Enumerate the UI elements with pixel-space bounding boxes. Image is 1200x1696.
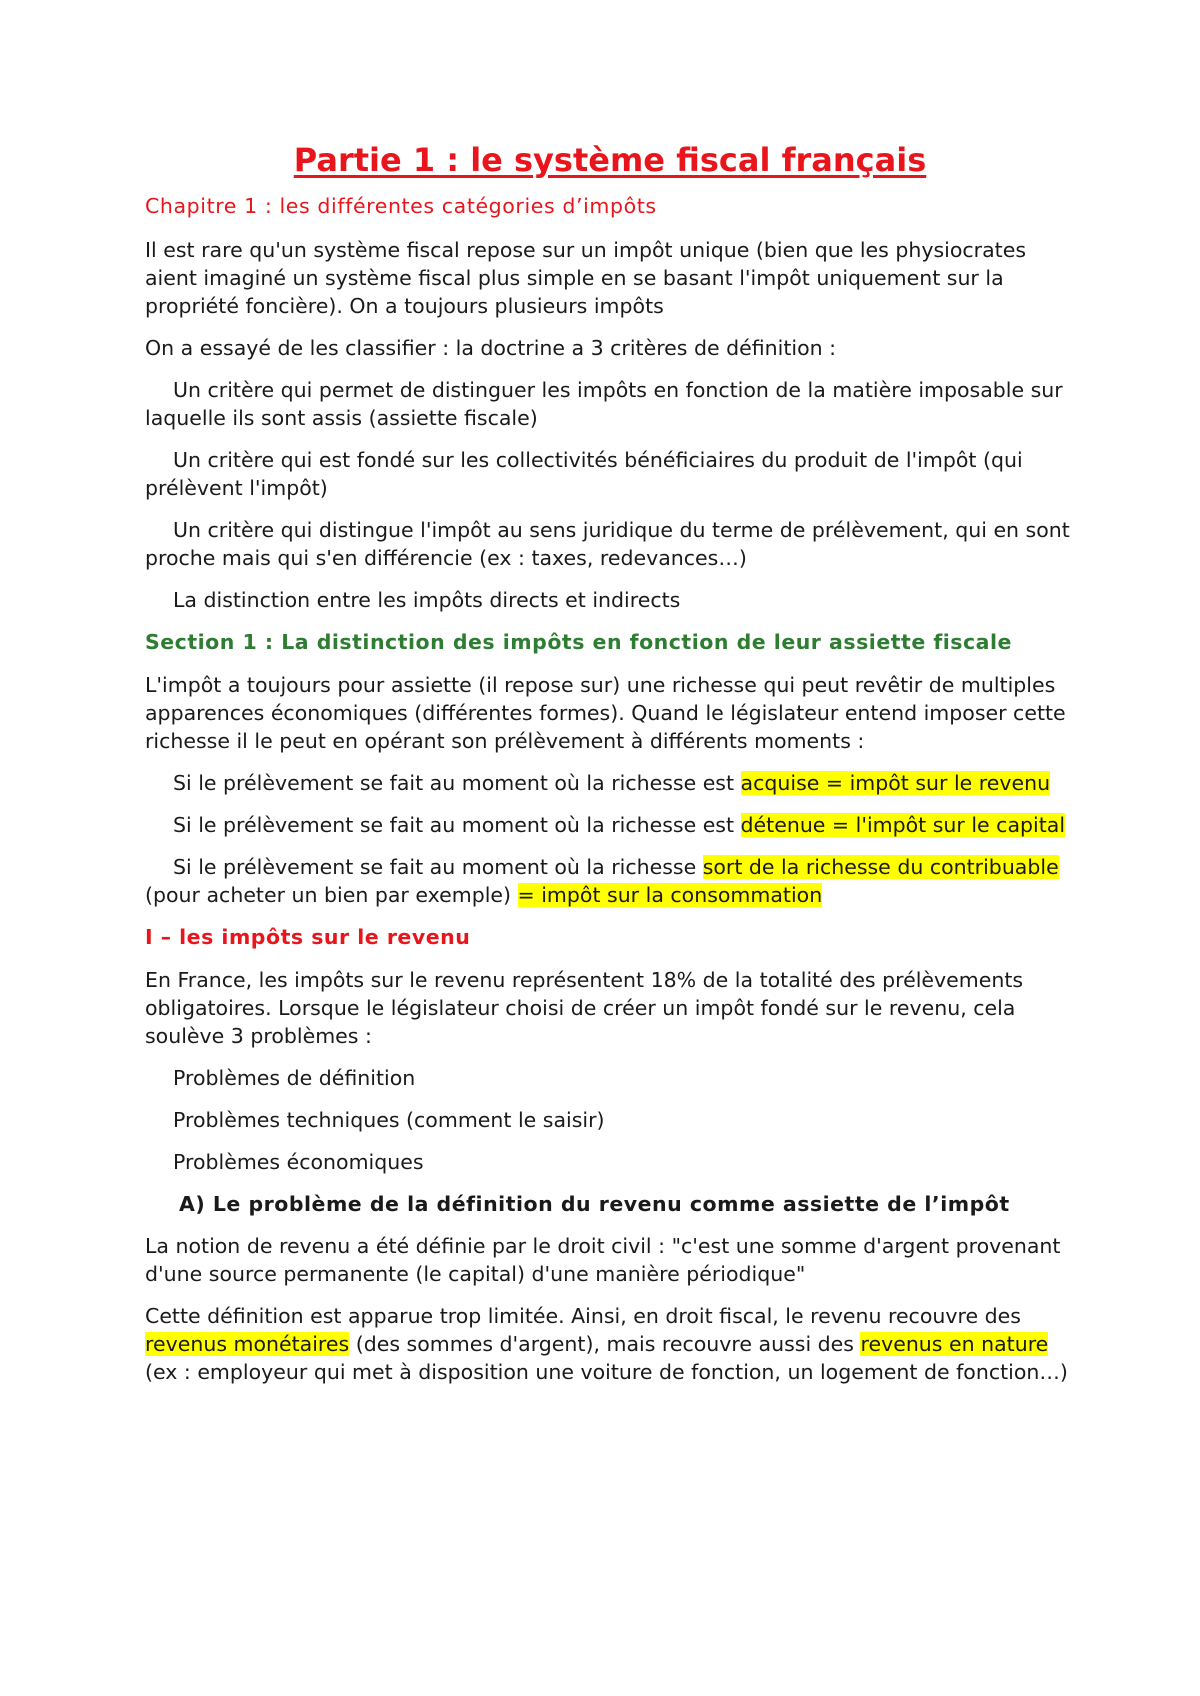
highlight-revenus-monetaires: revenus monétaires [145,1332,350,1356]
highlight-sort-richesse: sort de la richesse du contribuable [702,855,1059,879]
highlight-revenu: acquise = impôt sur le revenu [740,771,1051,795]
paragraph-assiette: L'impôt a toujours pour assiette (il repose sur) une richesse qui peut revêtir de multiples apparences économiques (différentes formes). Quand le législateur entend imposer cette richesse il le peut en opérant son prélèvement à différents moments : [145,673,1066,753]
paragraph-intro: Il est rare qu'un système fiscal repose sur un impôt unique (bien que les physiocrates aient imaginé un système fiscal plus simple en se basant l'impôt uniquement sur la propriété foncière). On a toujours plusieurs impôts [145,238,1026,318]
document-page [145,140,1075,1400]
criterion-item: Un critère qui est fondé sur les collectivités bénéficiaires du produit de l'impôt (qui prélèvent l'impôt) [145,448,1023,500]
paragraph-droit-fiscal [145,1302,1075,1386]
section-heading: Section 1 : La distinction des impôts en fonction de leur assiette fiscale [145,630,1012,654]
subsection-a-heading: A) Le problème de la définition du revenu comme assiette de l’impôt [179,1192,1010,1216]
criterion-item: Un critère qui permet de distinguer les impôts en fonction de la matière imposable sur laquelle ils sont assis (assiette fiscale) [145,378,1063,430]
text-run: (ex : employeur qui met à disposition une voiture de fonction, un logement de fonction…) [145,1360,1068,1384]
criterion-item: La distinction entre les impôts directs et indirects [173,588,681,612]
problem-item: Problèmes de définition [173,1066,416,1090]
moment-text: (pour acheter un bien par exemple) [145,883,518,907]
highlight-capital: détenue = l'impôt sur le capital [740,813,1066,837]
moment-item [145,769,1075,797]
moment-text: Si le prélèvement se fait au moment où la richesse [173,855,703,879]
problem-item: Problèmes économiques [173,1150,424,1174]
paragraph-revenu: En France, les impôts sur le revenu représentent 18% de la totalité des prélèvements obligatoires. Lorsque le législateur choisi de créer un impôt fondé sur le revenu, cela soulève 3 problèmes : [145,968,1024,1048]
criterion-item: Un critère qui distingue l'impôt au sens juridique du terme de prélèvement, qui en sont proche mais qui s'en différencie (ex : taxes, redevances…) [145,518,1070,570]
paragraph-classification: On a essayé de les classifier : la doctrine a 3 critères de définition : [145,336,837,360]
subsection-heading: I – les impôts sur le revenu [145,925,471,949]
moment-text: Si le prélèvement se fait au moment où la richesse est [173,771,741,795]
paragraph-definition: La notion de revenu a été définie par le droit civil : "c'est une somme d'argent provenant d'une source permanente (le capital) d'une manière périodique" [145,1234,1061,1286]
problem-item: Problèmes techniques (comment le saisir) [173,1108,605,1132]
text-run: (des sommes d'argent), mais recouvre aussi des [349,1332,861,1356]
moment-item [145,853,1075,909]
page-title: Partie 1 : le système fiscal français [293,141,927,179]
moment-text: Si le prélèvement se fait au moment où la richesse est [173,813,741,837]
chapter-heading: Chapitre 1 : les différentes catégories d’impôts [145,194,657,218]
highlight-revenus-nature: revenus en nature [860,1332,1049,1356]
highlight-consommation: = impôt sur la consommation [517,883,823,907]
moment-item [145,811,1075,839]
text-run: Cette définition est apparue trop limitée. Ainsi, en droit fiscal, le revenu recouvre des [145,1304,1021,1328]
